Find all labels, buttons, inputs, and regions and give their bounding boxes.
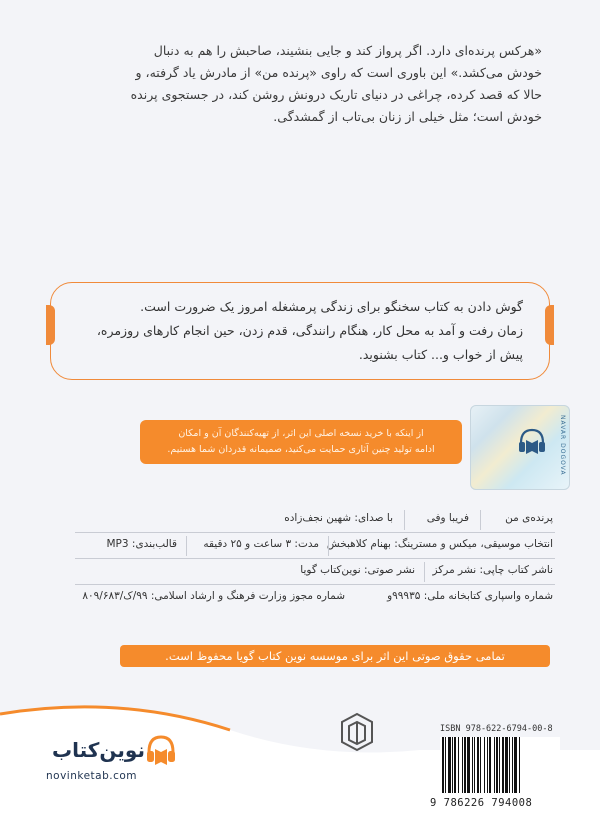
quote-line: خودش می‌کشد.» این باوری است که راوی «پرنده من» از مادرش یاد گرفته، و bbox=[135, 65, 542, 80]
barcode-bar bbox=[496, 737, 498, 793]
barcode-bar bbox=[512, 737, 513, 793]
library-number: شماره واسپاری کتابخانه ملی: ۹۹۹۳۵و bbox=[387, 590, 553, 602]
barcode-bar bbox=[462, 737, 463, 793]
music-credit: انتخاب موسیقی، میکس و مسترینگ: بهنام کلاهبخش bbox=[326, 538, 553, 550]
barcode-bar bbox=[519, 737, 520, 793]
audio-publisher: نشر صوتی: نوین‌کتاب گویا bbox=[300, 564, 415, 576]
barcode-number: 9 786226 794008 bbox=[430, 797, 533, 809]
barcode-bar bbox=[448, 737, 451, 793]
quote-line: «هرکس پرنده‌ای دارد. اگر پرواز کند و جایی بنشیند، صاحبش را هم به دنبال bbox=[153, 43, 542, 58]
narrator: با صدای: شهین نجف‌زاده bbox=[284, 512, 393, 524]
barcode-bar bbox=[484, 737, 485, 793]
hologram-text: NAVAR DOGOVA bbox=[559, 415, 566, 476]
callout-line: پیش از خواب و... کتاب بشنوید. bbox=[358, 347, 523, 362]
callout-tab-right bbox=[545, 305, 554, 345]
format: قالب‌بندی: MP3 bbox=[106, 538, 177, 550]
barcode-bar bbox=[487, 737, 488, 793]
credits-row bbox=[75, 512, 555, 530]
credits-row bbox=[75, 538, 555, 556]
headphones-book-icon bbox=[518, 427, 546, 457]
synopsis-quote bbox=[72, 40, 542, 128]
barcode-bar bbox=[474, 737, 475, 793]
quote-line: حالا که قصد کرده، چراغی در دنیای تاریک درونش روشن کند، در جستجوی پرنده bbox=[130, 87, 542, 102]
author: فریبا وفی bbox=[426, 512, 469, 524]
callout-line: زمان رفت و آمد به محل کار، هنگام رانندگی، قدم زدن، حین انجام کارهای روزمره، bbox=[96, 323, 523, 338]
isbn-label: ISBN 978-622-6794-00-8 bbox=[440, 724, 553, 734]
barcode-bar bbox=[464, 737, 466, 793]
quote-line: خودش است؛ مثل خیلی از زنان بی‌تاب از گمشدگی. bbox=[273, 109, 542, 124]
credits-row bbox=[75, 590, 555, 608]
barcode-bar bbox=[452, 737, 453, 793]
notice-line: ادامه تولید چنین آثاری حمایت می‌کنید، صمیمانه قدردان شما هستیم. bbox=[167, 444, 435, 455]
hologram-sticker bbox=[470, 405, 570, 490]
barcode-bar bbox=[514, 737, 517, 793]
publisher-name: نوین‌کتاب bbox=[52, 738, 145, 762]
barcode-bar bbox=[442, 737, 444, 793]
barcode-bar bbox=[472, 737, 473, 793]
barcode-bar bbox=[467, 737, 470, 793]
notice-line: از اینکه با خرید نسخه اصلی این اثر، از تهیه‌کنندگان آن و امکان bbox=[178, 428, 424, 439]
audiobook-callout-box bbox=[50, 282, 550, 380]
duration: مدت: ۳ ساعت و ۲۵ دقیقه bbox=[203, 538, 319, 550]
barcode-bar bbox=[480, 737, 481, 793]
publisher-emblem-icon bbox=[340, 712, 374, 752]
callout-tab-left bbox=[46, 305, 55, 345]
publisher-url: novinketab.com bbox=[46, 770, 138, 782]
barcode-bar bbox=[502, 737, 504, 793]
barcode-bar bbox=[477, 737, 479, 793]
copyright-banner: تمامی حقوق صوتی این اثر برای موسسه نوین کتاب گویا محفوظ است. bbox=[120, 645, 550, 667]
barcode-bar bbox=[505, 737, 508, 793]
license-number: شماره مجوز وزارت فرهنگ و ارشاد اسلامی: ۹۹/ک/۸۰۹/۶۸۳ bbox=[82, 590, 345, 602]
barcode-bar bbox=[494, 737, 495, 793]
headphones-book-icon bbox=[146, 734, 176, 768]
callout-line: گوش دادن به کتاب سخنگو برای زندگی پرمشغله امروز یک ضرورت است. bbox=[140, 299, 523, 314]
credits-row bbox=[75, 564, 555, 582]
print-publisher: ناشر کتاب چاپی: نشر مرکز bbox=[432, 564, 553, 576]
barcode-bar bbox=[509, 737, 510, 793]
thank-you-notice bbox=[140, 420, 462, 464]
barcode-bar bbox=[499, 737, 500, 793]
publisher-logo bbox=[28, 738, 178, 798]
barcode bbox=[440, 737, 560, 793]
barcode-bar bbox=[458, 737, 459, 793]
barcode-bar bbox=[489, 737, 491, 793]
book-title: پرنده‌ی من bbox=[505, 512, 553, 524]
barcode-bar bbox=[445, 737, 446, 793]
barcode-bar bbox=[454, 737, 456, 793]
